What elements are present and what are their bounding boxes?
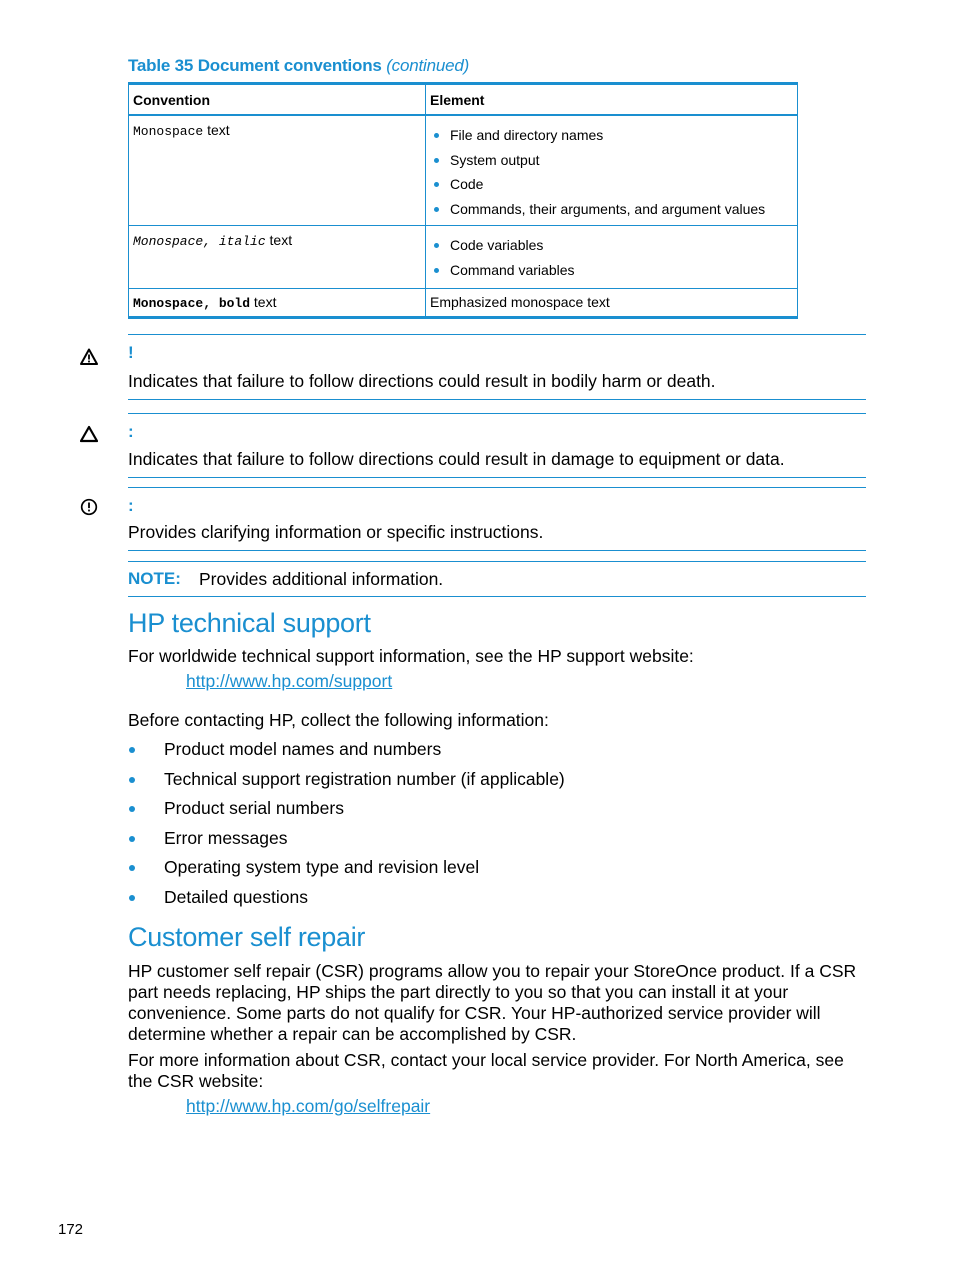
warning-icon xyxy=(80,348,98,366)
list-item: Command variables xyxy=(430,258,793,283)
list-item: Product model names and numbers xyxy=(128,738,565,768)
convention-suffix: text xyxy=(207,122,230,138)
warning-text: Indicates that failure to follow directions could result in bodily harm or death. xyxy=(128,371,716,391)
header-convention: Convention xyxy=(129,84,426,116)
convention-mono-bold: Monospace, bold xyxy=(133,296,251,311)
important-text: Provides clarifying information or specific instructions. xyxy=(128,522,544,542)
section-heading-support: HP technical support xyxy=(128,608,371,638)
table-caption-continued: (continued) xyxy=(386,56,470,75)
divider xyxy=(128,561,866,562)
warning-label: ! xyxy=(128,343,134,362)
important-label: : xyxy=(128,496,134,515)
section-heading-csr: Customer self repair xyxy=(128,922,366,952)
list-item: Technical support registration number (if applicable) xyxy=(128,768,565,798)
list-item: Product serial numbers xyxy=(128,797,565,827)
table-caption-main: Table 35 Document conventions xyxy=(128,56,382,75)
support-intro: For worldwide technical support information, see the HP support website: xyxy=(128,646,694,666)
table-row xyxy=(129,289,798,318)
convention-suffix: text xyxy=(269,232,293,248)
divider xyxy=(128,477,866,478)
element-cell xyxy=(426,226,798,289)
table-row xyxy=(129,115,798,226)
header-element: Element xyxy=(426,84,798,116)
csr-link[interactable]: http://www.hp.com/go/selfrepair xyxy=(186,1096,431,1116)
divider xyxy=(128,413,866,414)
element-list xyxy=(430,233,793,282)
divider xyxy=(128,550,866,551)
table-row xyxy=(129,226,798,289)
list-item: Code xyxy=(430,172,793,197)
element-list xyxy=(430,123,793,221)
conventions-table xyxy=(128,82,798,319)
caution-label: : xyxy=(128,422,134,441)
convention-mono: Monospace xyxy=(133,124,204,139)
element-cell: Emphasized monospace text xyxy=(426,289,798,318)
list-item: Code variables xyxy=(430,233,793,258)
convention-cell xyxy=(129,289,426,318)
csr-paragraph-1: HP customer self repair (CSR) programs allow you to repair your StoreOnce product. If a CSR part needs replacing, HP ships the part directly to you so that you can install it at your convenience. Some parts do not qualify for CSR. Your HP-authorized service provider will determine whether a repair can be accomplished by CSR. xyxy=(128,961,857,1044)
page-number: 172 xyxy=(58,1221,84,1238)
convention-cell xyxy=(129,115,426,226)
table-header-row xyxy=(129,84,798,116)
divider xyxy=(128,399,866,400)
note-label: NOTE: xyxy=(128,569,181,588)
list-item: Error messages xyxy=(128,827,565,857)
caution-text: Indicates that failure to follow directions could result in damage to equipment or data. xyxy=(128,449,785,469)
caution-icon xyxy=(80,425,98,443)
convention-suffix: text xyxy=(253,294,277,310)
list-item: Commands, their arguments, and argument values xyxy=(430,197,793,222)
list-item: File and directory names xyxy=(430,123,793,148)
convention-mono-italic: Monospace, italic xyxy=(133,234,266,249)
csr-paragraph-2: For more information about CSR, contact your local service provider. For North America, see the CSR website: xyxy=(128,1050,844,1091)
list-item: System output xyxy=(430,148,793,173)
list-item: Operating system type and revision level xyxy=(128,856,565,886)
divider xyxy=(128,596,866,597)
note-text: Provides additional information. xyxy=(199,569,444,589)
table-caption xyxy=(128,56,469,76)
support-link[interactable]: http://www.hp.com/support xyxy=(186,671,393,691)
collect-list xyxy=(128,738,565,915)
important-icon xyxy=(80,498,98,516)
divider xyxy=(128,487,866,488)
convention-cell xyxy=(129,226,426,289)
divider xyxy=(128,334,866,335)
element-cell xyxy=(426,115,798,226)
list-item: Detailed questions xyxy=(128,886,565,916)
collect-intro: Before contacting HP, collect the following information: xyxy=(128,710,549,730)
